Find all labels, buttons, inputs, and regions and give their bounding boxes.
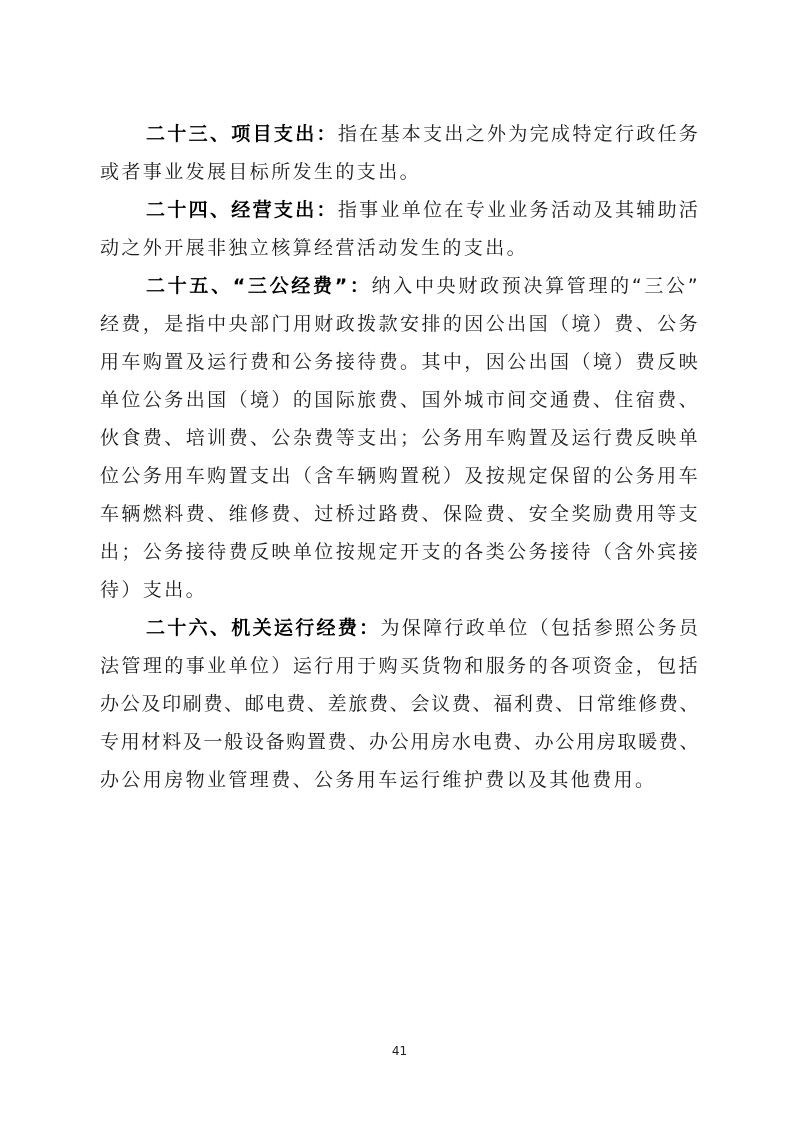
paragraph-26-line-4: 专用材料及一般设备购置费、办公用房水电费、办公用房取暖费、	[100, 731, 700, 753]
paragraph-25-line-1	[146, 268, 700, 304]
term-26: 二十六、机关运行经费：	[146, 617, 381, 639]
paragraph-25-line-5: 伙食费、培训费、公杂费等支出；公务用车购置及运行费反映单	[100, 427, 700, 449]
paragraph-23-line-1	[146, 116, 700, 152]
paragraph-25-line-4: 单位公务出国（境）的国际旅费、国外城市间交通费、住宿费、	[100, 389, 700, 411]
paragraph-23-text-1: 指在基本支出之外为完成特定行政任务	[337, 123, 700, 145]
paragraph-25-line-3: 用车购置及运行费和公务接待费。其中，因公出国（境）费反映	[100, 351, 700, 373]
term-24: 二十四、经营支出：	[146, 199, 338, 221]
paragraph-26-line-5: 办公用房物业管理费、公务用车运行维护费以及其他费用。	[100, 769, 657, 791]
paragraph-25-line-8: 出；公务接待费反映单位按规定开支的各类公务接待（含外宾接	[100, 541, 700, 563]
paragraph-23-line-2: 或者事业发展目标所发生的支出。	[100, 161, 422, 183]
term-25: 二十五、“三公经费”：	[146, 275, 372, 297]
paragraph-26-text-1: 为保障行政单位（包括参照公务员	[380, 617, 700, 639]
paragraph-26-line-3: 办公及印刷费、邮电费、差旅费、会议费、福利费、日常维修费、	[100, 693, 700, 715]
paragraph-26-line-2: 法管理的事业单位）运行用于购买货物和服务的各项资金，包括	[100, 655, 700, 677]
paragraph-25-line-2: 经费，是指中央部门用财政拨款安排的因公出国（境）费、公务	[100, 313, 700, 335]
paragraph-24-line-1	[146, 192, 700, 228]
page-number: 41	[391, 1044, 408, 1058]
paragraph-25-line-9: 待）支出。	[100, 579, 208, 601]
paragraph-25-text-1: 纳入中央财政预决算管理的“三公”	[371, 275, 700, 297]
term-23: 二十三、项目支出：	[146, 123, 338, 145]
paragraph-25-line-7: 车辆燃料费、维修费、过桥过路费、保险费、安全奖励费用等支	[100, 503, 700, 525]
paragraph-24-text-1: 指事业单位在专业业务活动及其辅助活	[337, 199, 700, 221]
paragraph-25-line-6: 位公务用车购置支出（含车辆购置税）及按规定保留的公务用车	[100, 465, 700, 487]
paragraph-26-line-1	[146, 610, 700, 646]
paragraph-24-line-2: 动之外开展非独立核算经营活动发生的支出。	[100, 237, 529, 259]
